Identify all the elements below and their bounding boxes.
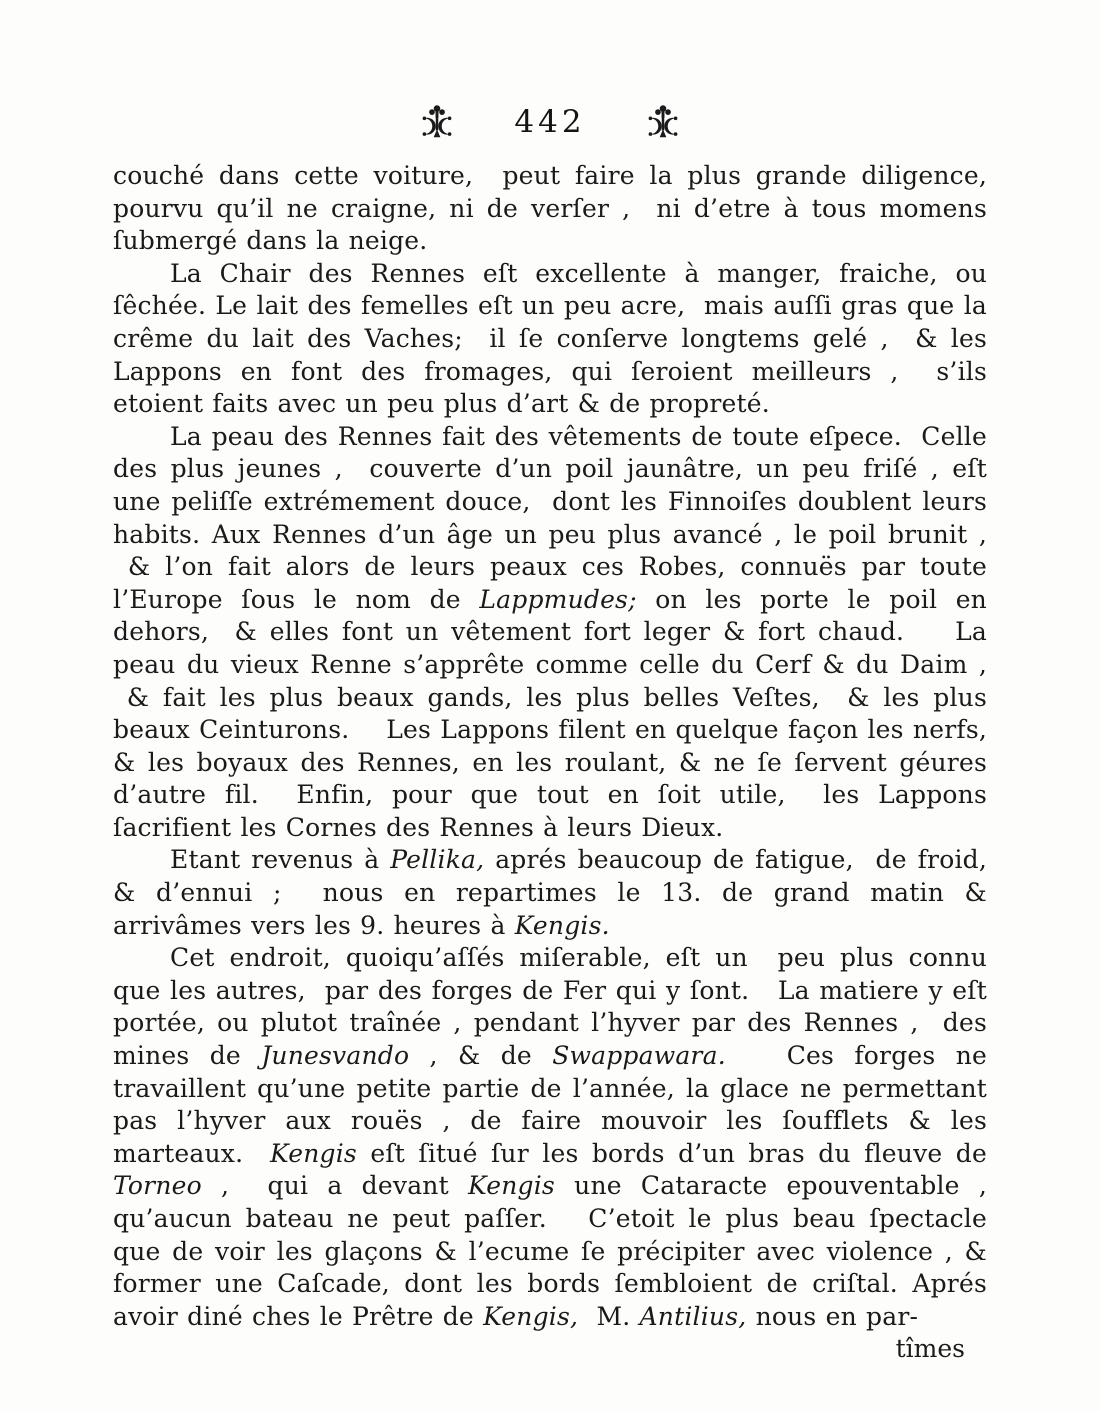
text-run: eſt ſitué ſur les bords d’un bras du fleuve de — [356, 1138, 987, 1168]
text-run: Ces forges ne travaillent qu’une petite partie de l’année, la glace ne permettant pas l’hyver aux rouës , de faire mouvoir les ſoufflets & les marteaux. — [113, 1041, 987, 1168]
page-number: 442 — [514, 104, 586, 140]
italic-text-run: Torneo — [113, 1171, 202, 1201]
italic-text-run: Pellika, — [390, 845, 485, 875]
paragraph — [113, 160, 987, 258]
italic-text-run: Kengis — [270, 1138, 357, 1168]
text-run: Cet endroit, quoiqu’aſſés miſerable, eſt un peu plus connu que les autres, par des forges de Fer qui y ſont. La matiere y eſt portée, ou plutot traînée , pendant l’hyver par des Rennes , des mines de — [113, 943, 987, 1071]
paragraph — [113, 942, 987, 1333]
text-run: La Chair des Rennes eſt excellente à manger, fraiche, ou ſêchée. Le lait des femelles eſt un peu acre, mais auſſi gras que la crême du lait des Vaches; il ſe conſerve longtems gelé , & les Lappons en font des fromages, qui ſeroient meilleurs , s’ils etoient faits avec un peu plus d’art & de propreté. — [113, 258, 987, 419]
body-text — [113, 160, 987, 1366]
catchword-row — [113, 1333, 987, 1366]
page-header — [0, 104, 1100, 140]
fleuron-ornament-right — [642, 104, 684, 140]
italic-text-run: Junesvando — [261, 1041, 410, 1071]
text-run: nous en par- — [746, 1301, 919, 1331]
text-run: , qui a devant — [201, 1171, 469, 1201]
text-run: on les porte le poil en dehors, & elles font un vêtement fort leger & fort chaud. La peau du vieux Renne s’apprête comme celle du Cerf & du Daim , & fait les plus beaux gands, les plus belles Veſtes, & les plus beaux Ceinturons. Les Lappons filent en quelque façon les nerfs, & les boyaux des Rennes, en les roulant, & ne ſe ſervent géures d’autre fil. Enfin, pour que tout en ſoit utile, les Lappons ſacrifient les Cornes des Rennes à leurs Dieux. — [113, 584, 987, 842]
catchword: tîmes — [895, 1334, 965, 1364]
italic-text-run: Kengis. — [514, 910, 610, 940]
text-run: , & de — [409, 1041, 553, 1071]
text-run: Etant revenus à — [170, 845, 391, 875]
paragraph-container — [113, 160, 987, 1333]
italic-text-run: Lappmudes; — [479, 584, 637, 614]
text-run: La peau des Rennes fait des vêtements de toute eſpece. Celle des plus jeunes , couverte d’un poil jaunâtre, un peu friſé , eſt une peliſſe extrémement douce, dont les Finnoiſes doublent leurs habits. Aux Rennes d’un âge un peu plus avancé , le poil brunit , & l’on fait alors de leurs peaux ces Robes, connuës par toute l’Europe ſous le nom de — [113, 421, 987, 614]
fleuron-ornament-left — [416, 104, 458, 140]
text-run: M. — [578, 1301, 640, 1331]
italic-text-run: Antilius, — [639, 1301, 747, 1331]
paragraph — [113, 258, 987, 421]
paragraph — [113, 844, 987, 942]
italic-text-run: Swappawara. — [552, 1041, 726, 1071]
text-run: aprés beaucoup de fatigue, de froid, & d’ennui ; nous en repartimes le 13. de grand matin & arrivâmes vers les 9. heures à — [113, 845, 988, 940]
paragraph — [113, 421, 987, 845]
text-run: couché dans cette voiture, peut faire la plus grande diligence, pourvu qu’il ne craigne, ni de verſer , ni d’etre à tous momens ſubmergé dans la neige. — [113, 161, 987, 256]
italic-text-run: Kengis — [468, 1171, 555, 1201]
italic-text-run: Kengis, — [483, 1301, 579, 1331]
text-run: une Cataracte epouventable , qu’aucun bateau ne peut paſſer. C’etoit le plus beau ſpectacle que de voir les glaçons & l’ecume ſe précipiter avec violence , & former une Caſcade, dont les bords ſembloient de criſtal. Aprés avoir diné ches le Prêtre de — [113, 1171, 987, 1331]
